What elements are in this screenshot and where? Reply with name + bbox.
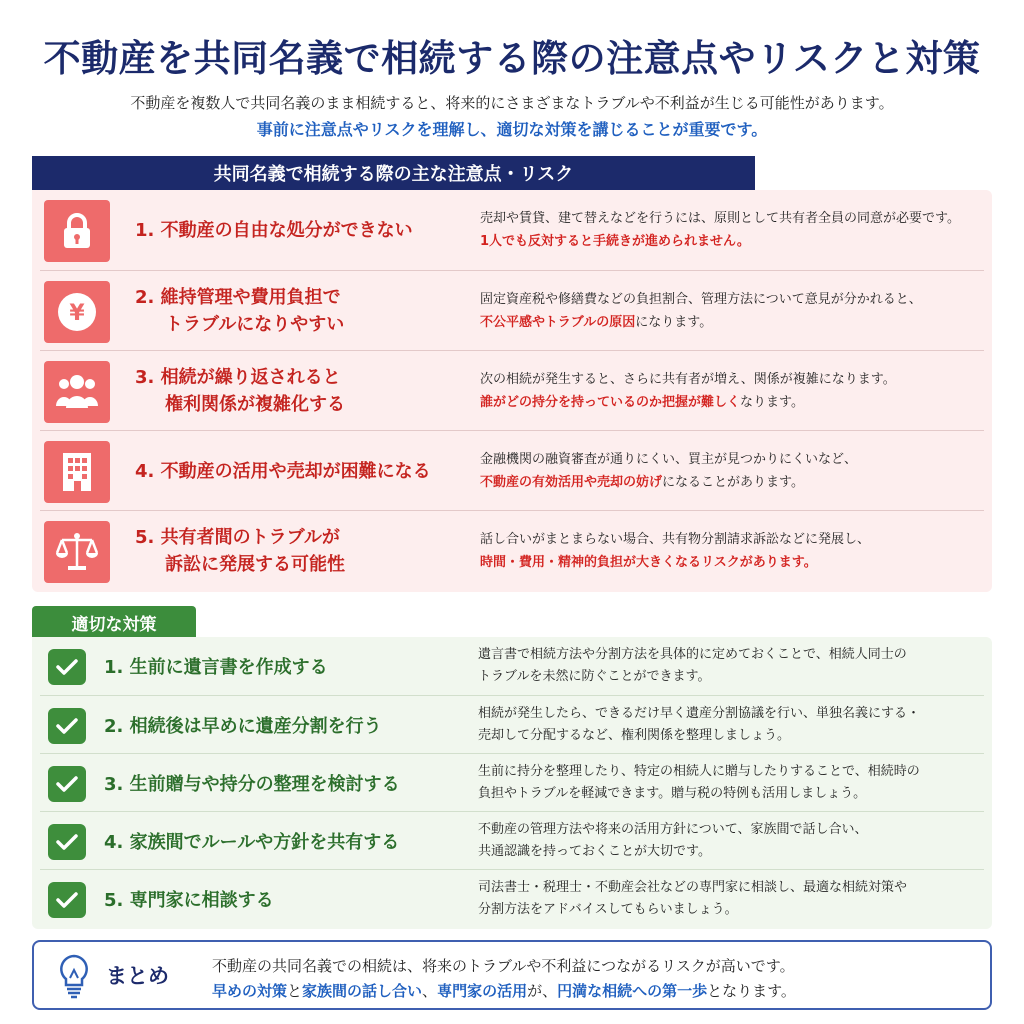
measure-desc-line: 負担やトラブルを軽減できます。贈与税の特例も活用しましょう。	[478, 786, 867, 801]
measure-desc-line: 司法書士・税理士・不動産会社などの専門家に相談し、最適な相続対策や	[478, 880, 908, 895]
checkmark-icon	[48, 766, 86, 802]
risk-item	[40, 430, 984, 510]
intro-text: 不動産を複数人で共同名義のまま相続すると、将来的にさまざまなトラブルや不利益が生じる可能性があります。	[130, 94, 894, 112]
measure-title: 5. 専門家に相談する	[104, 890, 274, 911]
measure-desc-line: 遺言書で相続方法や分割方法を具体的に定めておくことで、相続人同士の	[478, 647, 907, 662]
measure-item	[40, 753, 984, 811]
summary-text	[212, 980, 796, 1001]
checkmark-icon	[48, 882, 86, 918]
risk-description	[480, 351, 980, 431]
measure-description	[478, 870, 978, 928]
summary-text-part: 、	[422, 982, 438, 1000]
risk-title-line: 訴訟に発展する可能性	[165, 554, 345, 575]
measure-desc-line: 共通認識を持っておくことが大切です。	[478, 844, 711, 859]
measure-title: 3. 生前贈与や持分の整理を検討する	[104, 774, 400, 795]
building-icon	[44, 441, 110, 503]
measure-title: 2. 相続後は早めに遺産分割を行う	[104, 716, 382, 737]
measure-desc-line: トラブルを未然に防ぐことができます。	[478, 669, 711, 684]
risk-desc-line: 次の相続が発生すると、さらに共有者が増え、関係が複雑になります。	[480, 372, 896, 387]
risk-desc-emphasis: 1人でも反対すると手続きが進められません。	[480, 234, 750, 249]
summary-text-part: となります。	[707, 982, 796, 1000]
summary-emphasis: 家族間の話し合い	[302, 982, 423, 1000]
risk-description	[480, 431, 980, 511]
measure-title: 1. 生前に遺言書を作成する	[104, 657, 328, 678]
summary-emphasis: 円満な相続への第一歩	[557, 982, 708, 1000]
measure-item	[40, 637, 984, 695]
measure-description	[478, 696, 978, 754]
risk-item	[40, 510, 984, 590]
measure-title: 4. 家族間でルールや方針を共有する	[104, 832, 400, 853]
summary-text-part: が、	[527, 982, 558, 1000]
svg-text:¥: ¥	[69, 301, 85, 326]
scales-icon	[44, 521, 110, 583]
risk-title-line: 5. 共有者間のトラブルが	[135, 527, 340, 548]
measure-item	[40, 695, 984, 753]
risks-section-header: 共同名義で相続する際の主な注意点・リスク	[32, 156, 755, 190]
risk-title	[135, 271, 475, 351]
checkmark-icon	[48, 824, 86, 860]
measure-desc-line: 分割方法をアドバイスしてもらいましょう。	[478, 902, 738, 917]
risk-title-line: 権利関係が複雑化する	[165, 394, 345, 415]
measure-item	[40, 869, 984, 927]
risk-desc-line: 固定資産税や修繕費などの負担割合、管理方法について意見が分かれると、	[480, 292, 922, 307]
summary-label: まとめ	[106, 964, 169, 988]
risk-title	[135, 351, 475, 431]
risk-desc-line: なります。	[740, 395, 804, 410]
risk-desc-emphasis: 時間・費用・精神的負担が大きくなるリスクがあります。	[480, 555, 817, 570]
summary-box	[32, 940, 992, 1010]
intro-emphasis: 事前に注意点やリスクを理解し、適切な対策を講じることが重要です。	[256, 120, 768, 139]
risk-desc-line: 金融機関の融資審査が通りにくい、買主が見つかりにくいなど、	[480, 452, 858, 467]
risk-title-line: 4. 不動産の活用や売却が困難になる	[135, 460, 431, 482]
summary-emphasis: 早めの対策	[212, 982, 288, 1000]
checkmark-icon	[48, 649, 86, 685]
risk-description	[480, 511, 980, 591]
lock-icon	[44, 200, 110, 262]
risk-desc-line: 話し合いがまとまらない場合、共有物分割請求訴訟などに発展し、	[480, 532, 871, 547]
risk-description	[480, 271, 980, 351]
risk-title-line: 3. 相続が繰り返されると	[135, 367, 341, 388]
risk-item	[40, 270, 984, 350]
measure-description	[478, 637, 978, 695]
risk-title-line: トラブルになりやすい	[165, 314, 345, 335]
measure-desc-line: 売却して分配するなど、権利関係を整理しましょう。	[478, 728, 791, 743]
risk-desc-emphasis: 不動産の有効活用や売却の妨げ	[480, 475, 663, 490]
risk-desc-line: になることがあります。	[662, 475, 804, 490]
risk-item	[40, 190, 984, 270]
summary-emphasis: 専門家の活用	[437, 982, 528, 1000]
people-icon	[44, 361, 110, 423]
measure-desc-line: 相続が発生したら、できるだけ早く遺産分割協議を行い、単独名義にする・	[478, 706, 921, 721]
measure-desc-line: 生前に持分を整理したり、特定の相続人に贈与したりすることで、相続時の	[478, 764, 920, 779]
measure-description	[478, 754, 978, 812]
lightbulb-icon	[56, 952, 92, 1000]
risks-panel	[32, 190, 992, 592]
risk-title-line: 1. 不動産の自由な処分ができない	[135, 219, 413, 241]
measures-panel	[32, 637, 992, 929]
measure-desc-line: 不動産の管理方法や将来の活用方針について、家族間で話し合い、	[478, 822, 868, 837]
measures-section-header: 適切な対策	[32, 606, 196, 638]
checkmark-icon	[48, 708, 86, 744]
risk-desc-emphasis: 誰がどの持分を持っているのか把握が難しく	[480, 395, 741, 410]
measure-item	[40, 811, 984, 869]
risk-title-line: 2. 維持管理や費用負担で	[135, 287, 341, 308]
measure-description	[478, 812, 978, 870]
yen-coin-icon	[44, 281, 110, 343]
risk-title	[135, 511, 475, 591]
risk-title	[135, 190, 475, 270]
summary-text: 不動産の共同名義での相続は、将来のトラブルや不利益につながるリスクが高いです。	[212, 957, 795, 975]
risk-description	[480, 190, 980, 270]
summary-text-part: と	[287, 982, 303, 1000]
risk-item	[40, 350, 984, 430]
risk-title	[135, 431, 475, 511]
page-title: 不動産を共同名義で相続する際の注意点やリスクと対策	[43, 37, 981, 80]
risk-desc-line: 売却や賃貸、建て替えなどを行うには、原則として共有者全員の同意が必要です。	[480, 211, 960, 226]
risk-desc-line: になります。	[635, 315, 713, 330]
risk-desc-emphasis: 不公平感やトラブルの原因	[480, 315, 636, 330]
